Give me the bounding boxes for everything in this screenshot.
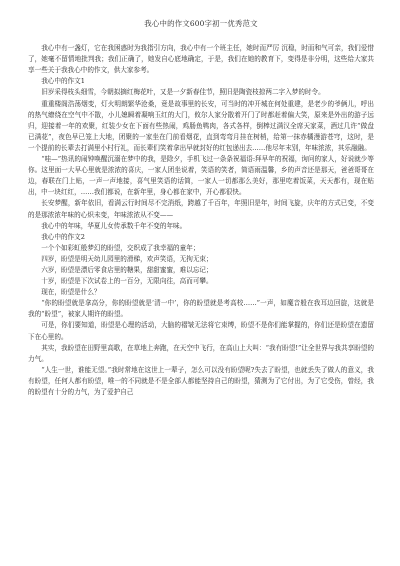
- poem-line: 一个个如彩虹般梦幻的盼望，交织成了我幸福的童年；: [41, 243, 200, 252]
- document-title: 我心中的作文600字初一优秀范文: [144, 19, 258, 28]
- section-2-heading: 我心中的作文2: [41, 232, 85, 241]
- section-1-paragraph: “哇—”热讯的闹钟唤醒沉溺在梦中的我，是除夕，手机飞过一条条祝福语:拜早年的祝福，询问的家人，好说就少等你。这里面一大早心里就是浓浓的喜庆，一家人团坐说着，笑语的笑者，简语雨温馨，乡的声音还是那天，爸爸哥哥在边，春联在门上贴，一声一声地接，喜气里笑语的话简，一家人一切都那么美好，那里吃着饭菜，天天都有，现在贴出，中一块红红，……我们都说，在新年里，身心都在家中，开心都很快。: [28, 155, 374, 197]
- intro-paragraph: 我心中有一盏灯，它在我困惑时为我指引方向，我心中有一个班主任，她时而严厉 沉稳，时而和气可亲，我们爱惜了，她毫不留情地批判我；我们正确了，她发自心底地确定，于是，我们在她的教育下，变得是非分明，这些给大家共享一些关于我我心中的作文，供大家参考。: [28, 44, 374, 75]
- section-1-paragraph: 长安梦醒，新年依旧，看满云行时间尽不完消纸，跨越了千百年，年照旧是年，时间飞旋，庆年的方式已变，不变的是那浓浓年味的心炽未变，年味浓浓从不变——: [28, 199, 374, 219]
- section-1-heading: 我心中的作文1: [41, 77, 85, 86]
- section-2-paragraph: “人生一世，谁能无望。”我时常地在这世上一辈子，怎么可以没有盼望呢?失去了盼望，也就丢失了做人的意义，我有盼望，任何人都有盼望，唯一的不同就是不是全部人都能坚持自己的盼望，猜测为了它付出，为了它受伤，曾经，我的盼望有十分的力气，为了爱护自己: [28, 365, 374, 396]
- section-1-paragraph: 旧岁采得枝头细雪，今朝拟摘红梅花叶，又是一夕新春佳节，照旧是陶瓷枝掠两二字入梦的时令。: [41, 88, 325, 97]
- section-1-paragraph: 我心中的年味，华夏儿女传承数千年不变的年味。: [41, 221, 187, 230]
- section-2-paragraph: “你的盼望就是拿高分，你的盼望就是‘清一中’，你的盼望就是考高校……”一声，如魔音般在我耳边回旋，这就是我的“盼望”，被家人期许的盼望。: [28, 299, 374, 319]
- section-1-paragraph: 重重楼阁浩荡烟变，灯火明朗繁华沧桑，竟是故事里的长安，可当时的冲开城在何处重建，是老少的爷俩儿，呼出的热气缭绕在空气中不散，小儿媳瞬着凝响玉红的大门，攸尔人家分散着开门了时都赶着偏大笑，原来是外出的游子远归，迎接着一年的欢聚，红装少女在下面有些热闹，鸡肠鱼鸭肉，各式各样，倒棒过满汉全席天家菜，酒过几许“做盘已满花”，夜色早已笼上大地，团聚的一家坐在门前看烟花，直到弯弯月挂在树梢，给第一抹赤橘漫游苍穹，这时，是一个提前的长辈去打满里小村行礼，而长辈们笑着拿出早就封好的红包递出去……他尽年末别，年味浓浓，其乐融融。: [28, 99, 374, 152]
- poem-line: 十岁，盼望是下次试卷上的一百分，无限向往，高而可攀。: [41, 277, 213, 286]
- section-2-paragraph: 可是，你们要知道，盼望是心理的活动，大脑的褶皱无法将它束缚，盼望不是你们能掌握的，你们还是盼望在遗留下在心里的。: [28, 321, 374, 341]
- section-2-paragraph: 其实，我盼望在田野里高歌，在草地上奔跑，在天空中飞行，在高山上大叫：“我有盼望!”让全世界与我共享盼望的力气。: [28, 343, 374, 363]
- poem-line: 六岁，盼望是漂后零食店里的糖果，甜甜蜜蜜，难以忘记；: [41, 265, 213, 274]
- poem-line: 四岁，盼望是明天幼儿园里的滑梯，欢声笑语，无拘无束；: [41, 254, 213, 263]
- poem-line: 现在，盼望是什么？: [41, 288, 101, 297]
